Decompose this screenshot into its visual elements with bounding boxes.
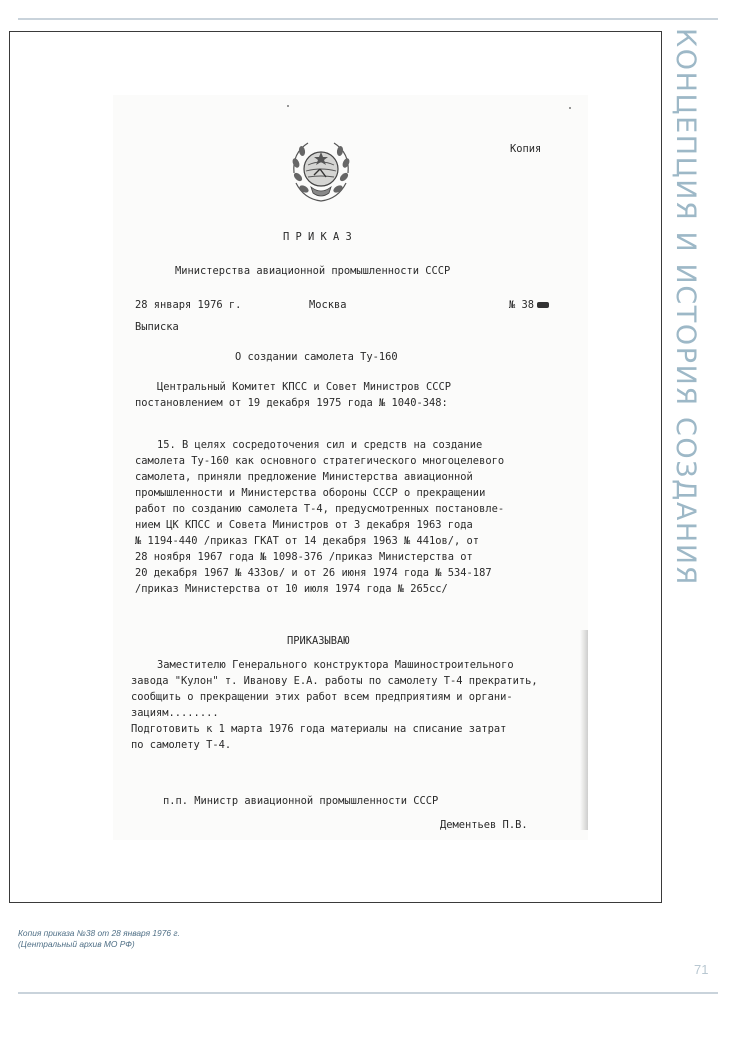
bottom-rule — [18, 992, 718, 994]
clause-line: /приказ Министерства от 10 июля 1974 года № 265сс/ — [135, 583, 448, 595]
document-scan — [113, 95, 588, 840]
clause-line: 15. В целях сосредоточения сил и средств на создание — [157, 439, 483, 451]
figure-caption — [18, 928, 180, 950]
signature-name: Дементьев П.В. — [440, 819, 528, 831]
clause-line: нием ЦК КПСС и Совета Министров от 3 декабря 1963 года — [135, 519, 473, 531]
order-line: Подготовить к 1 марта 1976 года материалы на списание затрат — [131, 723, 507, 735]
document-number: № 38 — [509, 299, 535, 311]
side-title: КОНЦЕПЦИЯ И ИСТОРИЯ СОЗДАНИЯ — [670, 28, 701, 586]
clause-line: № 1194-440 /приказ ГКАТ от 14 декабря 1963 № 441ов/, от — [135, 535, 480, 547]
top-rule — [18, 18, 718, 20]
clause-line: промышленности и Министерства обороны СССР о прекращении — [135, 487, 486, 499]
order-line: Заместителю Генерального конструктора Машиностроительного — [157, 659, 514, 671]
document-date: 28 января 1976 г. — [135, 299, 242, 311]
preamble-line: постановлением от 19 декабря 1975 года № 1040-348: — [135, 397, 448, 409]
caption-line: Копия приказа №38 от 28 января 1976 г. — [18, 928, 180, 938]
order-line: по самолету Т-4. — [131, 739, 232, 751]
document-city: Москва — [309, 299, 347, 311]
scan-edge-shadow — [580, 630, 588, 830]
copy-label: Копия — [510, 143, 542, 155]
document-title: П Р И К А З — [283, 231, 352, 243]
caption-line: (Центральный архив МО РФ) — [18, 939, 135, 949]
order-heading: ПРИКАЗЫВАЮ — [287, 635, 350, 647]
document-subject: О создании самолета Ту-160 — [235, 351, 398, 363]
clause-line: самолета Ту-160 как основного стратегического многоцелевого — [135, 455, 505, 467]
clause-line: работ по созданию самолета Т-4, предусмотренных постановле- — [135, 503, 505, 515]
document-issuer: Министерства авиационной промышленности СССР — [175, 265, 451, 277]
page-number: 71 — [694, 962, 709, 977]
clause-line: 28 ноября 1967 года № 1098-376 /приказ Министерства от — [135, 551, 473, 563]
extract-label: Выписка — [135, 321, 179, 333]
redaction-mark — [537, 302, 549, 308]
order-line: сообщить о прекращении этих работ всем предприятиям и органи- — [131, 691, 513, 703]
preamble-line: Центральный Комитет КПСС и Совет Министров СССР — [157, 381, 452, 393]
signature-role: п.п. Министр авиационной промышленности СССР — [163, 795, 439, 807]
state-emblem-icon — [284, 133, 358, 207]
clause-line: самолета, приняли предложение Министерства авиационной — [135, 471, 473, 483]
order-line: зациям........ — [131, 707, 219, 719]
scan-speck — [569, 107, 571, 109]
scan-speck — [287, 105, 289, 107]
clause-line: 20 декабря 1967 № 433ов/ и от 26 июня 1974 года № 534-187 — [135, 567, 492, 579]
order-line: завода "Кулон" т. Иванову Е.А. работы по самолету Т-4 прекратить, — [131, 675, 538, 687]
